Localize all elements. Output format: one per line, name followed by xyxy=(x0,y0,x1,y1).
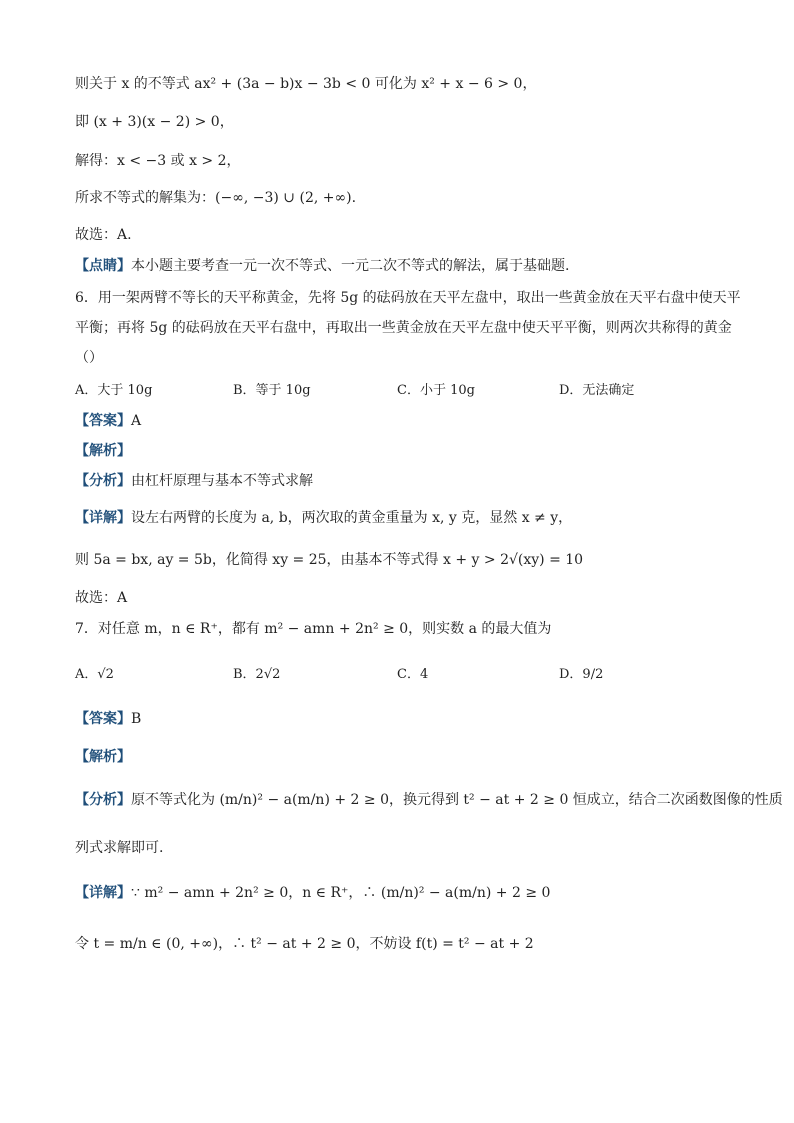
solution-line-4: 所求不等式的解集为：(−∞, −3) ∪ (2, +∞). xyxy=(75,190,357,206)
answer-6-row xyxy=(75,410,734,432)
xiangjie-7-row xyxy=(75,882,734,904)
fenxi-6-row xyxy=(75,470,734,492)
analysis-7-row xyxy=(75,746,734,768)
fenxi-7-row xyxy=(75,789,783,811)
answer-7-row xyxy=(75,708,734,730)
q6-option-a: A．大于 10g xyxy=(75,383,153,398)
solution-line-5: 故选：A. xyxy=(75,227,132,243)
dianjing-tag: 【点睛】 xyxy=(75,258,131,274)
answer-7-tag: 【答案】 xyxy=(75,711,131,727)
fenxi-7-line-2: 列式求解即可. xyxy=(75,840,164,856)
dianjing-text: 本小题主要考查一元一次不等式、一元二次不等式的解法，属于基础题. xyxy=(131,258,570,274)
solution-line-2: 即 (x + 3)(x − 2) > 0， xyxy=(75,114,234,130)
fenxi-6-tag: 【分析】 xyxy=(75,473,131,489)
fenxi-6-text: 由杠杆原理与基本不等式求解 xyxy=(131,473,313,489)
solution-line-3: 解得：x < −3 或 x > 2， xyxy=(75,153,241,169)
analysis-6-row xyxy=(75,440,734,462)
answer-7-value: B xyxy=(131,711,142,727)
q7-option-a: A．√2 xyxy=(75,667,114,682)
xiangjie-6-row xyxy=(75,507,734,529)
q6-option-d: D．无法确定 xyxy=(559,383,635,398)
xiangjie-7-text: ∵ m² − amn + 2n² ≥ 0，n ∈ R⁺，∴ (m/n)² − a(m/n) + 2 ≥ 0 xyxy=(131,885,551,901)
question-7-line-1: 7．对任意 m，n ∈ R⁺，都有 m² − amn + 2n² ≥ 0，则实数 a 的最大值为 xyxy=(75,621,552,637)
q7-option-d: D．9/2 xyxy=(559,667,604,682)
xiangjie-6-line-2: 则 5a = bx, ay = 5b，化简得 xy = 25，由基本不等式得 x + y > 2√(xy) = 10 xyxy=(75,552,584,568)
xiangjie-6-text: 设左右两臂的长度为 a, b，两次取的黄金重量为 x, y 克，显然 x ≠ y， xyxy=(131,510,573,526)
analysis-7-tag: 【解析】 xyxy=(75,749,131,765)
fenxi-7-text: 原不等式化为 (m/n)² − a(m/n) + 2 ≥ 0，换元得到 t² − at + 2 ≥ 0 恒成立，结合二次函数图像的性质 xyxy=(131,792,783,808)
guxuan-6: 故选：A xyxy=(75,590,128,606)
q7-option-b: B．2√2 xyxy=(233,667,281,682)
analysis-6-tag: 【解析】 xyxy=(75,443,131,459)
q6-option-c: C．小于 10g xyxy=(397,383,475,398)
answer-6-value: A xyxy=(131,413,142,429)
question-6-line-2: 平衡；再将 5g 的砝码放在天平右盘中，再取出一些黄金放在天平左盘中使天平平衡，则两次共称得的黄金 xyxy=(75,320,732,336)
q6-option-b: B．等于 10g xyxy=(233,383,311,398)
xiangjie-7-line-2: 令 t = m/n ∈ (0, +∞)，∴ t² − at + 2 ≥ 0，不妨设 f(t) = t² − at + 2 xyxy=(75,936,534,952)
xiangjie-7-tag: 【详解】 xyxy=(75,885,131,901)
dianjing-row xyxy=(75,255,734,277)
answer-6-tag: 【答案】 xyxy=(75,413,131,429)
solution-line-1: 则关于 x 的不等式 ax² + (3a − b)x − 3b < 0 可化为 x² + x − 6 > 0， xyxy=(75,76,537,92)
question-6-line-1: 6．用一架两臂不等长的天平称黄金，先将 5g 的砝码放在天平左盘中，取出一些黄金放在天平右盘中使天平 xyxy=(75,290,741,306)
question-6-line-3: （） xyxy=(75,350,103,366)
xiangjie-6-tag: 【详解】 xyxy=(75,510,131,526)
q7-option-c: C．4 xyxy=(397,667,429,682)
fenxi-7-tag: 【分析】 xyxy=(75,792,131,808)
